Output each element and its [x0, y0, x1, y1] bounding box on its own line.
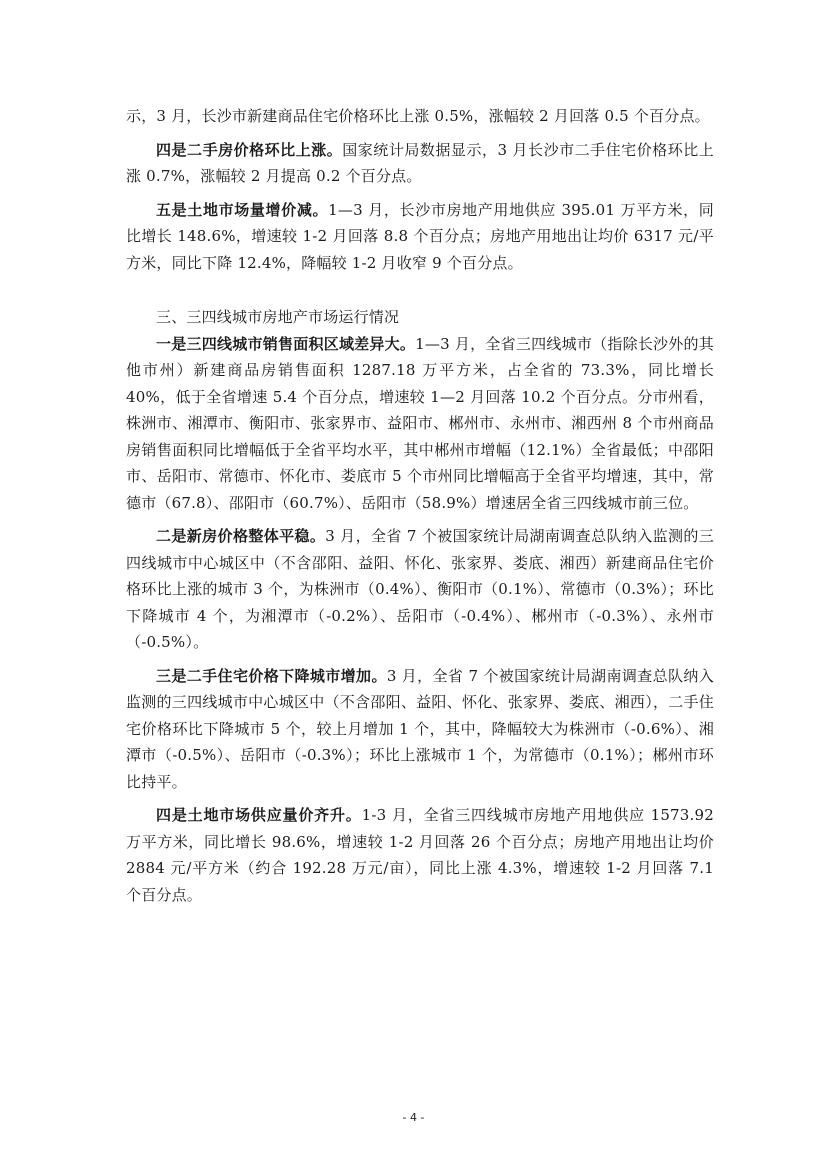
section-title: 三、三四线城市房地产市场运行情况	[156, 308, 400, 326]
paragraph-land-market	[126, 197, 714, 277]
paragraph-new-house-price	[126, 523, 714, 656]
paragraph-land-supply	[126, 802, 714, 908]
paragraph-secondhand-decline	[126, 663, 714, 796]
paragraph-lead: 三是二手住宅价格下降城市增加。	[156, 666, 387, 685]
paragraph-body: 1—3 月，长沙市房地产用地供应 395.01 万平方米，同比增长 148.6%，增速较 1-2 月回落 8.8 个百分点；房地产用地出让均价 6317 元/平方米，同比下降 12.4%，降幅较 1-2 月收窄 9 个百分点。	[126, 200, 714, 272]
paragraph-body: 3 月，全省 7 个被国家统计局湖南调查总队纳入监测的三四线城市中心城区中（不含邵阳、益阳、怀化、张家界、娄底、湘西），二手住宅价格环比下降城市 5 个，较上月增加 1 个，其中，降幅较大为株洲市（-0.6%）、湘潭市（-0.5%）、岳阳市（-0.3%）；环比上涨城市 1 个，为常德市（0.1%）；郴州市环比持平。	[126, 666, 714, 791]
paragraph-sales-area	[126, 331, 714, 517]
page-number: - 4 -	[402, 1111, 425, 1124]
body-text	[126, 103, 714, 908]
paragraph-lead: 二是新房价格整体平稳。	[156, 527, 326, 545]
paragraph-body: 国家统计局数据显示，3 月长沙市二手住宅价格环比上涨 0.7%，涨幅较 2 月提高 0.2 个百分点。	[126, 140, 714, 185]
paragraph-lead: 四是二手房价格环比上涨。	[156, 140, 343, 159]
paragraph-lead: 四是土地市场供应量价齐升。	[156, 806, 362, 824]
paragraph-continuation: 示，3 月，长沙市新建商品住宅价格环比上涨 0.5%，涨幅较 2 月回落 0.5 个百分点。	[126, 107, 710, 125]
paragraph-body: 1-3 月，全省三四线城市房地产用地供应 1573.92 万平方米，同比增长 98.6%，增速较 1-2 月回落 26 个百分点；房地产用地出让均价 2884 元/平方米（约合 192.28 万元/亩），同比上涨 4.3%，增速较 1-2 月回落 7.1 个百分点。	[126, 806, 714, 904]
paragraph-body: 1—3 月，全省三四线城市（指除长沙外的其他市州）新建商品房销售面积 1287.18 万平方米，占全省的 73.3%，同比增长 40%，低于全省增速 5.4 个百分点，增速较 1—2 月回落 10.2 个百分点。分市州看，株洲市、湘潭市、衡阳市、张家界市、益阳市、郴州市、永州市、湘西州 8 个市州商品房销售面积同比增幅低于全省平均水平，其中郴州市增幅（12.1%）全省最低；中邵阳市、岳阳市、常德市、怀化市、娄底市 5 个市州同比增幅高于全省平均增速，其中，常德市（67.8）、邵阳市（60.7%）、岳阳市（58.9%）增速居全省三四线城市前三位。	[126, 334, 714, 512]
paragraph-body: 3 月，全省 7 个被国家统计局湖南调查总队纳入监测的三四线城市中心城区中（不含邵阳、益阳、怀化、张家界、娄底、湘西）新建商品住宅价格环比上涨的城市 3 个，为株洲市（0.4%）、衡阳市（0.1%）、常德市（0.3%）；环比下降城市 4 个，为湘潭市（-0.2%）、岳阳市（-0.4%）、郴州市（-0.3%）、永州市（-0.5%）。	[126, 527, 714, 651]
paragraph-lead: 五是土地市场量增价减。	[156, 200, 329, 219]
paragraph-secondhand-price	[126, 137, 714, 190]
paragraph-lead: 一是三四线城市销售面积区域差异大。	[156, 334, 416, 353]
